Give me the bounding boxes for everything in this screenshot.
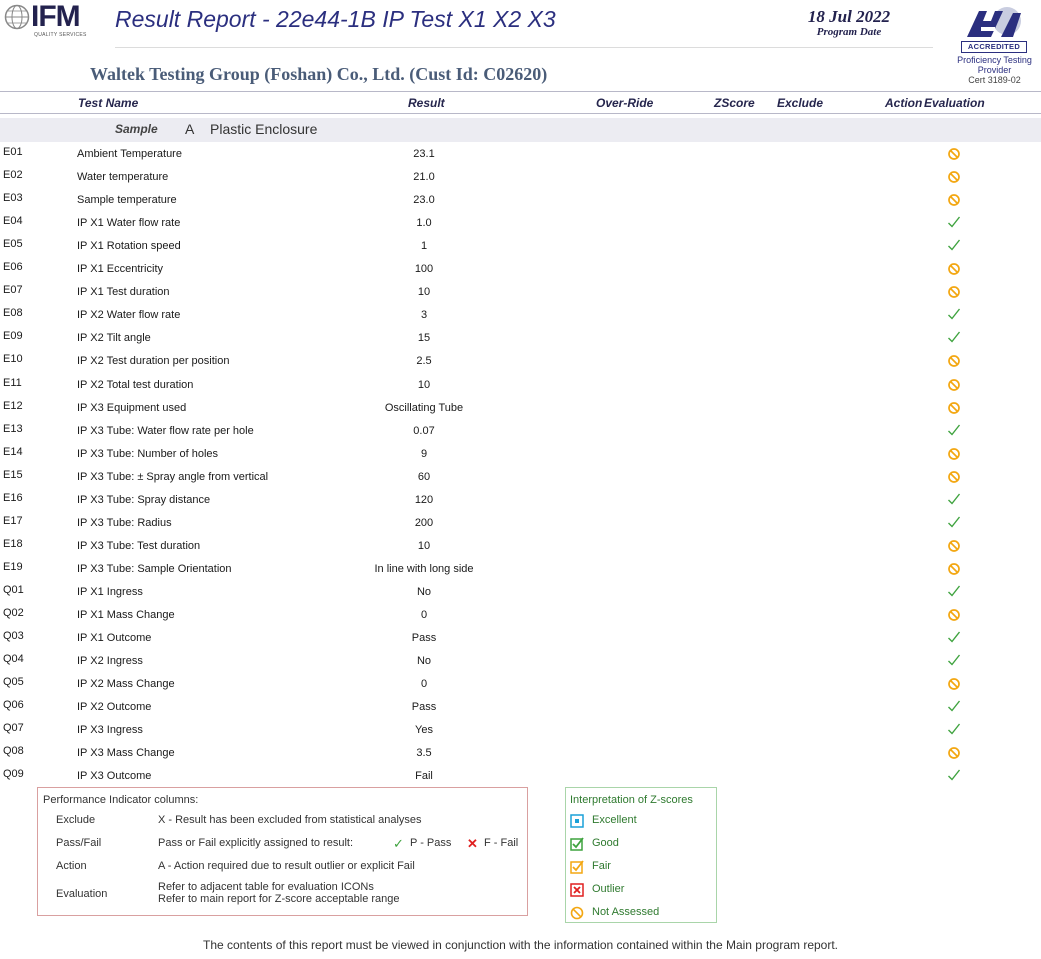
legend-row-exclude xyxy=(38,814,518,828)
row-result: 1.0 xyxy=(416,217,432,229)
pt-line1: Proficiency Testing xyxy=(957,55,1032,65)
not-assessed-icon xyxy=(946,145,962,161)
row-test-name: IP X2 Outcome xyxy=(77,701,152,713)
zscore-fair-label: Fair xyxy=(592,860,611,872)
row-result: 9 xyxy=(420,448,428,460)
excellent-icon xyxy=(570,814,584,828)
check-icon xyxy=(946,214,962,230)
table-row xyxy=(0,306,1041,329)
row-code: E09 xyxy=(3,330,23,342)
check-icon xyxy=(946,422,962,438)
row-code: E18 xyxy=(3,538,23,550)
row-code: Q05 xyxy=(3,676,24,688)
fair-icon xyxy=(570,860,584,874)
row-test-name: IP X2 Water flow rate xyxy=(77,309,181,321)
pass-check-icon: ✓ xyxy=(393,836,404,851)
row-result: 21.0 xyxy=(413,171,435,183)
row-result: 0 xyxy=(420,678,428,690)
program-date-label: Program Date xyxy=(816,26,882,38)
row-code: Q06 xyxy=(3,699,24,711)
row-result: 3 xyxy=(420,309,428,321)
table-row xyxy=(0,629,1041,652)
check-icon xyxy=(946,329,962,345)
legend-row-evaluation xyxy=(38,881,518,909)
row-code: E05 xyxy=(3,238,23,250)
table-row xyxy=(0,606,1041,629)
row-result: Pass xyxy=(411,632,437,644)
globe-icon xyxy=(4,4,30,30)
row-code: E10 xyxy=(3,353,23,365)
row-test-name: IP X2 Mass Change xyxy=(77,678,175,690)
row-test-name: IP X1 Water flow rate xyxy=(77,217,181,229)
table-row xyxy=(0,721,1041,744)
row-test-name: IP X3 Tube: Sample Orientation xyxy=(77,563,232,575)
legend-row-action xyxy=(38,860,518,874)
row-code: Q07 xyxy=(3,722,24,734)
row-test-name: IP X3 Outcome xyxy=(77,770,152,782)
table-row xyxy=(0,468,1041,491)
not-assessed-icon xyxy=(946,744,962,760)
table-row xyxy=(0,675,1041,698)
table-row xyxy=(0,560,1041,583)
row-code: Q02 xyxy=(3,607,24,619)
zscore-legend-heading: Interpretation of Z-scores xyxy=(570,794,693,806)
row-result: No xyxy=(416,586,432,598)
check-icon xyxy=(946,491,962,507)
row-test-name: IP X3 Tube: Test duration xyxy=(77,540,201,552)
legend-val-passfail: Pass or Fail explicitly assigned to result: xyxy=(158,837,354,849)
check-icon xyxy=(946,583,962,599)
check-icon xyxy=(946,306,962,322)
row-result: 60 xyxy=(417,471,431,483)
zscore-legend xyxy=(565,787,717,923)
not-assessed-icon xyxy=(946,537,962,553)
table-row xyxy=(0,399,1041,422)
row-code: E12 xyxy=(3,400,23,412)
good-icon xyxy=(570,837,584,851)
legend-key-evaluation: Evaluation xyxy=(56,888,108,900)
row-test-name: IP X1 Test duration xyxy=(77,286,170,298)
row-test-name: IP X3 Mass Change xyxy=(77,747,175,759)
legend-pass-text: P - Pass xyxy=(410,837,452,849)
page-title: Result Report - 22e44-1B IP Test X1 X2 X3 xyxy=(115,6,556,32)
not-assessed-icon xyxy=(946,352,962,368)
row-code: Q01 xyxy=(3,584,24,596)
row-test-name: IP X3 Tube: Number of holes xyxy=(77,448,219,460)
row-result: 23.1 xyxy=(413,148,435,160)
row-result: No xyxy=(416,655,432,667)
not-assessed-icon xyxy=(946,560,962,576)
row-code: E17 xyxy=(3,515,23,527)
row-result: 2.5 xyxy=(416,355,432,367)
row-code: E08 xyxy=(3,307,23,319)
col-evaluation: Evaluation xyxy=(924,96,985,110)
row-result: 120 xyxy=(414,494,434,506)
zscore-not-assessed-label: Not Assessed xyxy=(592,906,660,918)
table-row xyxy=(0,491,1041,514)
table-row xyxy=(0,445,1041,468)
table-row xyxy=(0,537,1041,560)
row-test-name: Water temperature xyxy=(77,171,169,183)
check-icon xyxy=(946,652,962,668)
row-code: E19 xyxy=(3,561,23,573)
table-row xyxy=(0,514,1041,537)
program-date-block xyxy=(790,8,908,39)
table-row xyxy=(0,744,1041,767)
row-result: Yes xyxy=(415,724,433,736)
col-exclude: Exclude xyxy=(777,96,824,110)
table-header-top-border xyxy=(0,91,1041,92)
row-test-name: IP X2 Ingress xyxy=(77,655,143,667)
table-row xyxy=(0,376,1041,399)
not-assessed-icon xyxy=(946,260,962,276)
row-result: 23.0 xyxy=(413,194,435,206)
row-result: 10 xyxy=(417,540,431,552)
not-assessed-icon xyxy=(946,191,962,207)
table-row xyxy=(0,260,1041,283)
row-test-name: IP X1 Ingress xyxy=(77,586,143,598)
check-icon xyxy=(946,767,962,783)
table-row xyxy=(0,283,1041,306)
outlier-icon xyxy=(570,883,584,897)
row-code: E15 xyxy=(3,469,23,481)
row-test-name: IP X3 Tube: Radius xyxy=(77,517,172,529)
legend-fail-text: F - Fail xyxy=(484,837,519,849)
legend-val-evaluation-1: Refer to adjacent table for evaluation ICONs xyxy=(158,881,374,893)
row-code: E03 xyxy=(3,192,23,204)
sample-name: Plastic Enclosure xyxy=(210,121,318,137)
table-row xyxy=(0,237,1041,260)
row-result: 0.07 xyxy=(413,425,435,437)
row-result: Fail xyxy=(415,770,433,782)
cert-number: Cert 3189-02 xyxy=(968,75,1021,85)
col-zscore: ZScore xyxy=(714,96,755,110)
table-row xyxy=(0,698,1041,721)
row-code: Q08 xyxy=(3,745,24,757)
col-test-name: Test Name xyxy=(78,96,139,110)
row-test-name: IP X2 Tilt angle xyxy=(77,332,151,344)
row-result: 15 xyxy=(417,332,431,344)
footer-note: The contents of this report must be viewed in conjunction with the information contained within the Main program report. xyxy=(203,938,838,952)
row-result: 3.5 xyxy=(416,747,432,759)
table-row xyxy=(0,168,1041,191)
table-header-bottom-border xyxy=(0,113,1041,114)
table-row xyxy=(0,422,1041,445)
table-row xyxy=(0,145,1041,168)
company-name: Waltek Testing Group (Foshan) Co., Ltd. (Cust Id: C02620) xyxy=(90,64,548,84)
not-assessed-icon xyxy=(946,168,962,184)
row-test-name: IP X3 Ingress xyxy=(77,724,143,736)
row-code: E06 xyxy=(3,261,23,273)
row-code: Q04 xyxy=(3,653,24,665)
not-assessed-icon xyxy=(946,675,962,691)
accreditation-logo xyxy=(958,7,1030,55)
col-result: Result xyxy=(408,96,445,110)
legend-key-exclude: Exclude xyxy=(56,814,96,826)
row-code: E14 xyxy=(3,446,23,458)
row-result: Pass xyxy=(411,701,437,713)
row-result: 10 xyxy=(417,286,431,298)
check-icon xyxy=(946,237,962,253)
check-icon xyxy=(946,629,962,645)
col-action: Action xyxy=(885,96,923,110)
table-row xyxy=(0,652,1041,675)
col-override: Over-Ride xyxy=(596,96,654,110)
legend-val-evaluation-2: Refer to main report for Z-score acceptable range xyxy=(158,893,400,905)
row-test-name: Sample temperature xyxy=(77,194,177,206)
row-code: Q03 xyxy=(3,630,24,642)
row-test-name: IP X3 Equipment used xyxy=(77,402,187,414)
check-icon xyxy=(946,721,962,737)
zscore-outlier-label: Outlier xyxy=(592,883,625,895)
legend-key-passfail: Pass/Fail xyxy=(56,837,102,849)
row-code: E16 xyxy=(3,492,23,504)
row-code: Q09 xyxy=(3,768,24,780)
not-assessed-icon xyxy=(946,283,962,299)
sample-label: Sample xyxy=(115,122,158,136)
row-code: E11 xyxy=(3,377,22,389)
not-assessed-icon xyxy=(946,445,962,461)
legend-heading: Performance Indicator columns: xyxy=(43,794,199,806)
row-test-name: IP X1 Rotation speed xyxy=(77,240,181,252)
not-assessed-icon xyxy=(946,606,962,622)
row-test-name: IP X3 Tube: Spray distance xyxy=(77,494,211,506)
sample-id: A xyxy=(185,121,195,137)
row-code: E13 xyxy=(3,423,23,435)
row-test-name: IP X1 Outcome xyxy=(77,632,152,644)
table-row xyxy=(0,583,1041,606)
header-divider xyxy=(115,47,933,48)
logo-subtext: QUALITY SERVICES xyxy=(34,32,87,38)
row-code: E07 xyxy=(3,284,23,296)
pt-provider-text xyxy=(948,55,1041,85)
fail-cross-icon: ✕ xyxy=(467,836,478,851)
not-assessed-icon xyxy=(946,399,962,415)
logo-text: IFM xyxy=(31,0,80,33)
check-icon xyxy=(946,514,962,530)
accredited-label: ACCREDITED xyxy=(961,41,1027,53)
table-row xyxy=(0,214,1041,237)
not-assessed-icon xyxy=(946,468,962,484)
table-row xyxy=(0,191,1041,214)
legend-val-action: A - Action required due to result outlier or explicit Fail xyxy=(158,860,415,872)
row-test-name: IP X3 Tube: ± Spray angle from vertical xyxy=(77,471,269,483)
legend-row-passfail xyxy=(38,837,518,851)
legend-key-action: Action xyxy=(56,860,87,872)
row-test-name: IP X2 Test duration per position xyxy=(77,355,230,367)
table-row xyxy=(0,352,1041,375)
row-result: 100 xyxy=(414,263,434,275)
not-assessed-icon xyxy=(570,906,584,920)
row-result: 200 xyxy=(414,517,434,529)
performance-indicator-legend xyxy=(37,787,528,916)
zscore-excellent-label: Excellent xyxy=(592,814,637,826)
pt-line2: Provider xyxy=(977,65,1012,75)
row-code: E02 xyxy=(3,169,23,181)
program-date: 18 Jul 2022 xyxy=(807,7,891,26)
row-result: 0 xyxy=(420,609,428,621)
row-test-name: IP X1 Eccentricity xyxy=(77,263,163,275)
not-assessed-icon xyxy=(946,376,962,392)
row-code: E04 xyxy=(3,215,23,227)
row-result: Oscillating Tube xyxy=(384,402,464,414)
row-code: E01 xyxy=(3,146,23,158)
legend-val-exclude: X - Result has been excluded from statistical analyses xyxy=(158,814,422,826)
row-test-name: IP X1 Mass Change xyxy=(77,609,175,621)
row-test-name: IP X2 Total test duration xyxy=(77,379,194,391)
row-result: 10 xyxy=(417,379,431,391)
check-icon xyxy=(946,698,962,714)
row-result: In line with long side xyxy=(374,563,474,575)
table-row xyxy=(0,329,1041,352)
row-test-name: IP X3 Tube: Water flow rate per hole xyxy=(77,425,254,437)
row-test-name: Ambient Temperature xyxy=(77,148,182,160)
ifm-logo xyxy=(4,0,90,40)
a2la-badge-icon xyxy=(961,7,1027,39)
zscore-good-label: Good xyxy=(592,837,619,849)
row-result: 1 xyxy=(420,240,428,252)
